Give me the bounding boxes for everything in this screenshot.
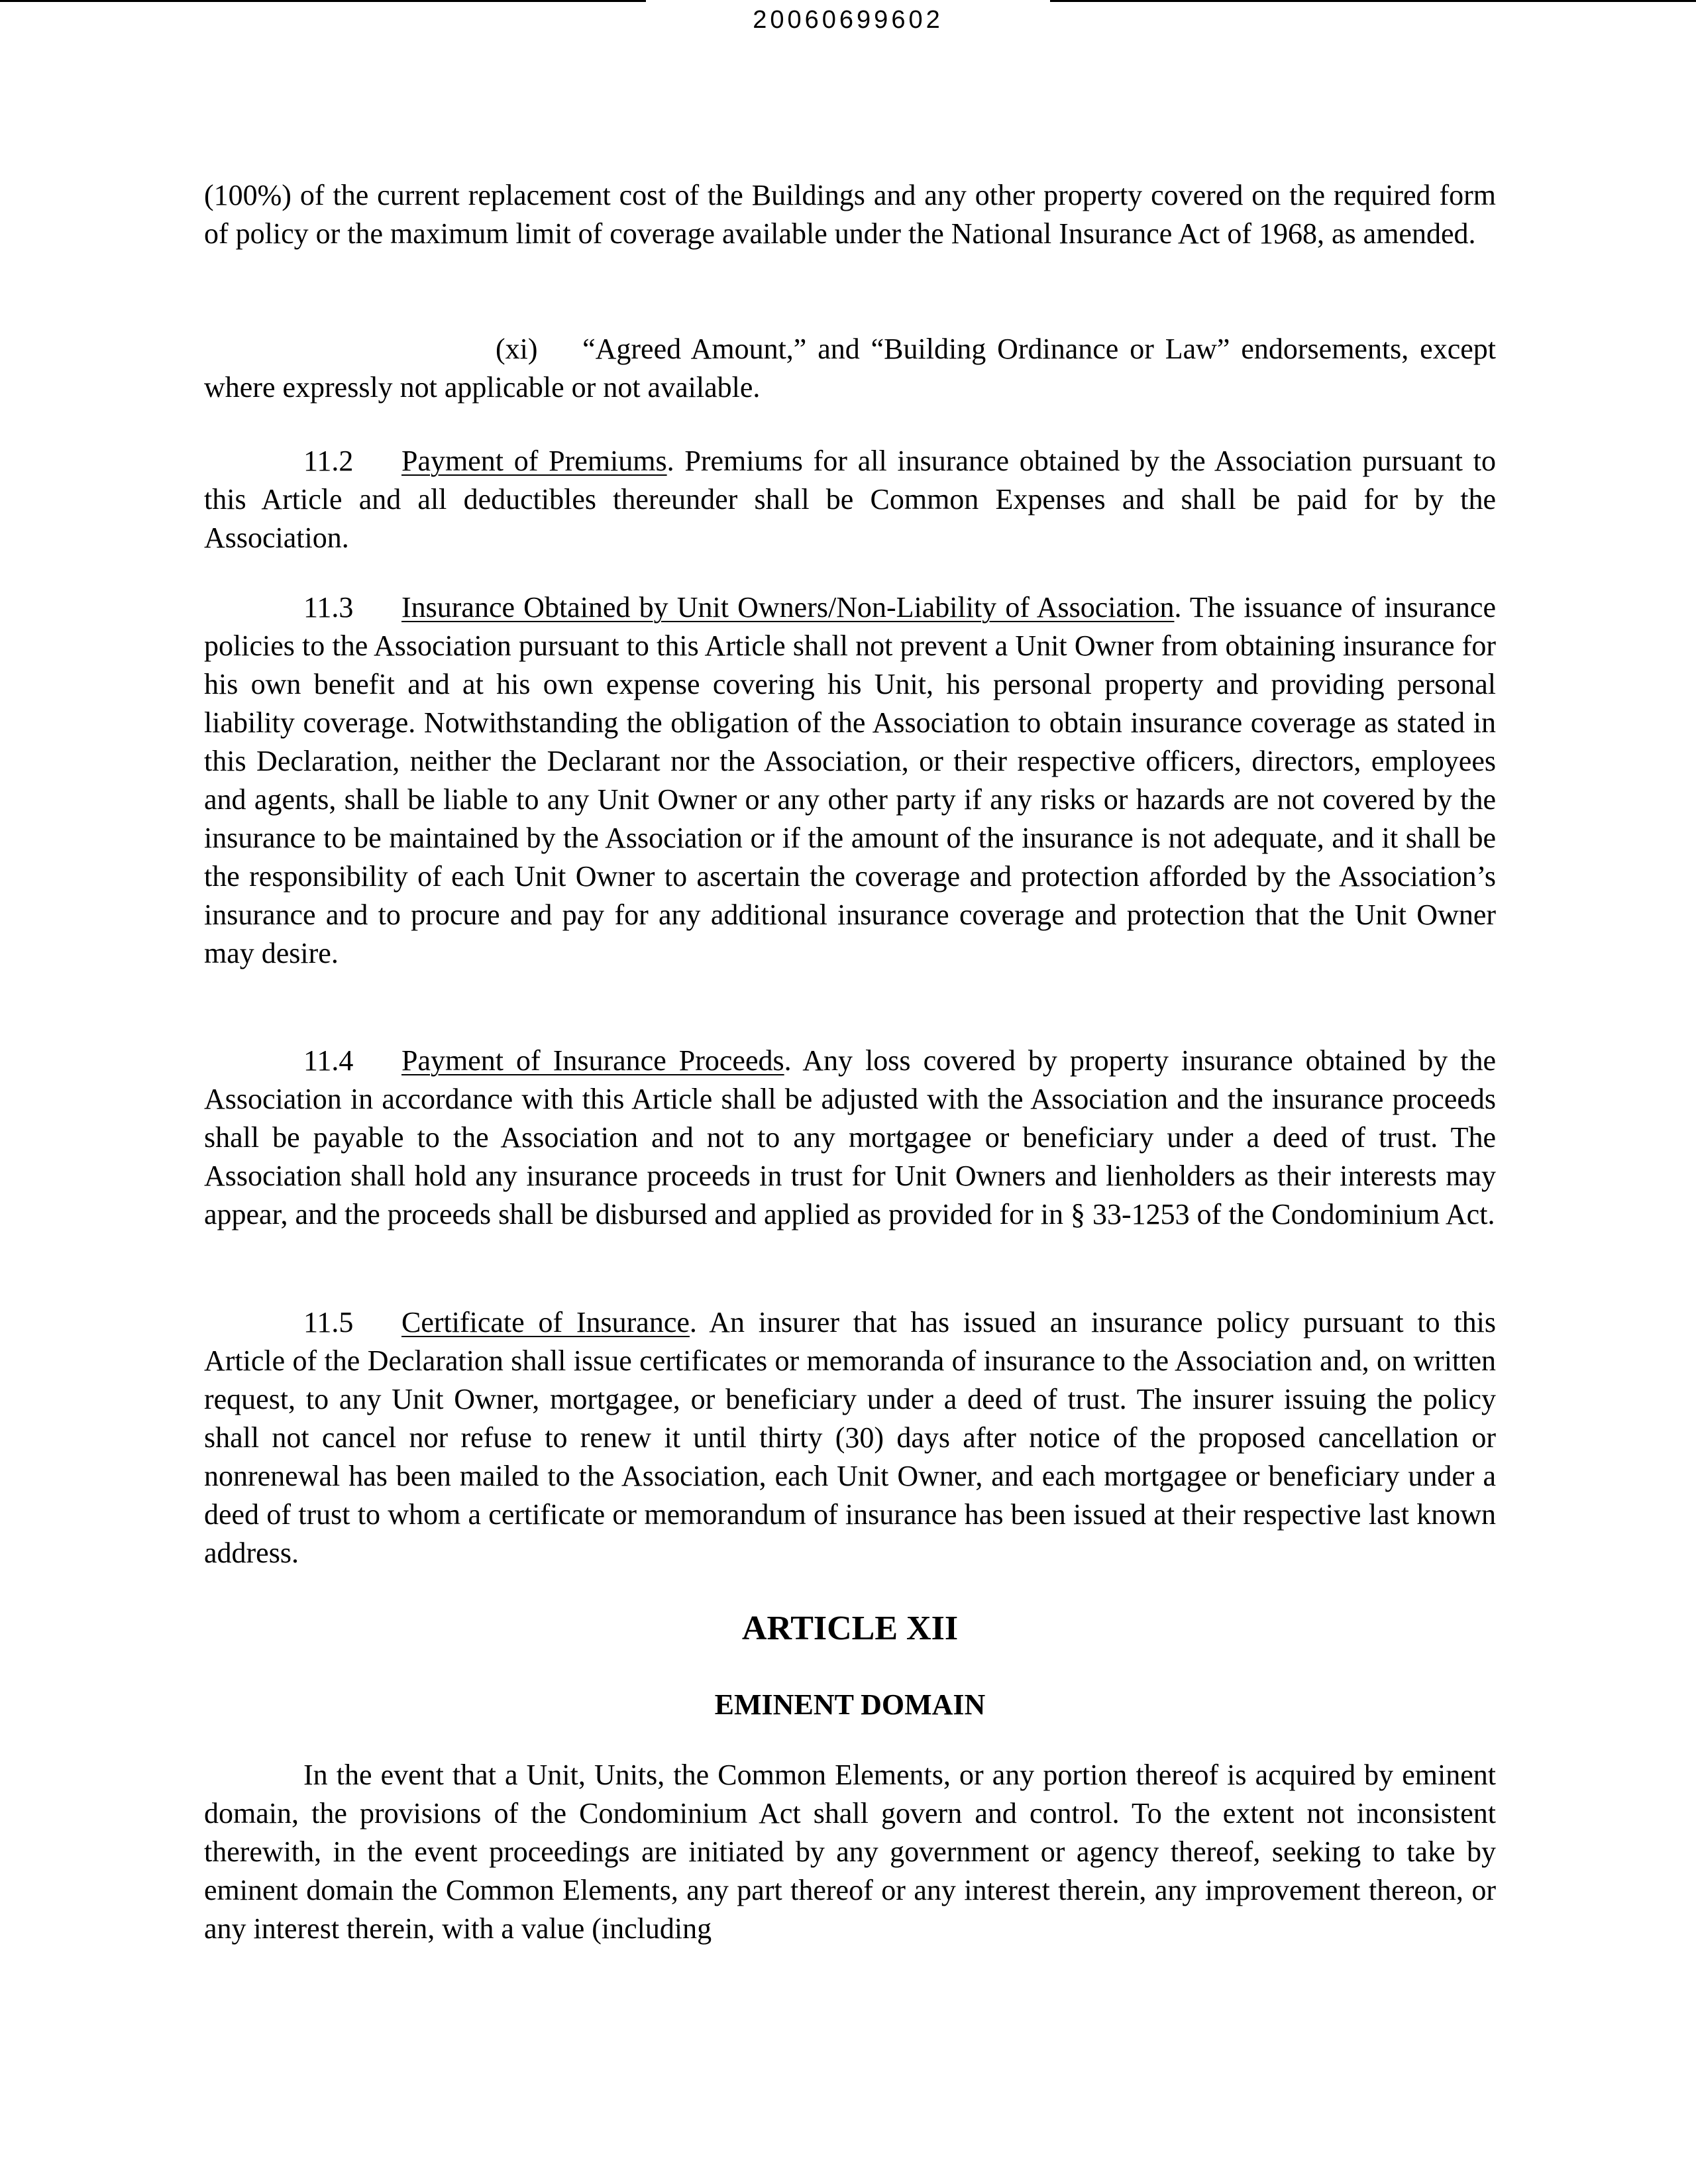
article-title: ARTICLE XII [741,1610,959,1647]
section-heading: Payment of Insurance Proceeds [401,1044,784,1077]
section-number: 11.4 [303,1044,354,1077]
section-heading: Payment of Premiums [401,445,667,477]
section-11-2 [204,442,1496,557]
section-text: . The issuance of insurance policies to the Association pursuant to this Article shall not prevent a Unit Owner from obtaining insurance for his own benefit and at his own expense covering his Unit, his personal property and providing personal liability coverage. Notwithstanding the obligation of the Association to obtain insurance coverage as stated in this Declaration, neither the Declarant nor the Association, or their respective officers, directors, employees and agents, shall be liable to any Unit Owner or any other party if any risks or hazards are not covered by the insurance to be maintained by the Association or if the amount of the insurance is not adequate, and it shall be the responsibility of each Unit Owner to ascertain the coverage and protection afforded by the Association’s insurance and to procure and pay for any additional insurance coverage and protection that the Unit Owner may desire. [204,591,1496,969]
continuation-paragraph: (100%) of the current replacement cost of the Buildings and any other property covered on the required form of policy or the maximum limit of coverage available under the National Insurance Act of 1968, as amended. [204,179,1496,250]
section-heading: Insurance Obtained by Unit Owners/Non-Liability of Association [401,591,1175,624]
top-rule-right [1050,0,1696,2]
section-heading: Certificate of Insurance [401,1306,690,1338]
section-number: 11.3 [303,591,354,624]
section-11-3 [204,588,1496,973]
item-xi-paragraph [204,330,1496,407]
document-number: 20060699602 [753,6,943,34]
section-11-5 [204,1303,1496,1572]
section-number: 11.2 [303,445,354,477]
section-text: . An insurer that has issued an insurance policy pursuant to this Article of the Declaration shall issue certificates or memoranda of insurance to the Association and, on written request, to any Unit Owner, mortgagee, or beneficiary under a deed of trust. The insurer issuing the policy shall not cancel nor refuse to renew it until thirty (30) days after notice of the proposed cancellation or nonrenewal has been mailed to the Association, each Unit Owner, and each mortgagee or beneficiary under a deed of trust to whom a certificate or memorandum of insurance has been issued at their respective last known address. [204,1306,1496,1569]
item-xi-label: (xi) [496,333,538,365]
section-number: 11.5 [303,1306,354,1338]
article-xii-text: In the event that a Unit, Units, the Common Elements, or any portion thereof is acquired by eminent domain, the provisions of the Condominium Act shall govern and control. To the extent not inconsistent therewith, in the event proceedings are initiated by any government or agency thereof, seeking to take by eminent domain the Common Elements, any part thereof or any interest therein, any improvement thereon, or any interest therein, with a value (including [204,1759,1496,1945]
section-text: . Premiums for all insurance obtained by the Association pursuant to this Article and all deductibles thereunder shall be Common Expenses and shall be paid for by the Association. [204,445,1496,554]
section-11-4 [204,1042,1496,1234]
top-rule-left [0,0,646,2]
item-xi-text: “Agreed Amount,” and “Building Ordinance or Law” endorsements, except where expressly not applicable or not available. [204,333,1496,404]
section-text: . Any loss covered by property insurance obtained by the Association in accordance with this Article shall be adjusted with the Association and the insurance proceeds shall be payable to the Association and not to any mortgagee or beneficiary under a deed of trust. The Association shall hold any insurance proceeds in trust for Unit Owners and lienholders as their interests may appear, and the proceeds shall be disbursed and applied as provided for in § 33-1253 of the Condominium Act. [204,1044,1497,1230]
article-xii-paragraph [204,1756,1496,1948]
article-subtitle: EMINENT DOMAIN [714,1688,986,1721]
